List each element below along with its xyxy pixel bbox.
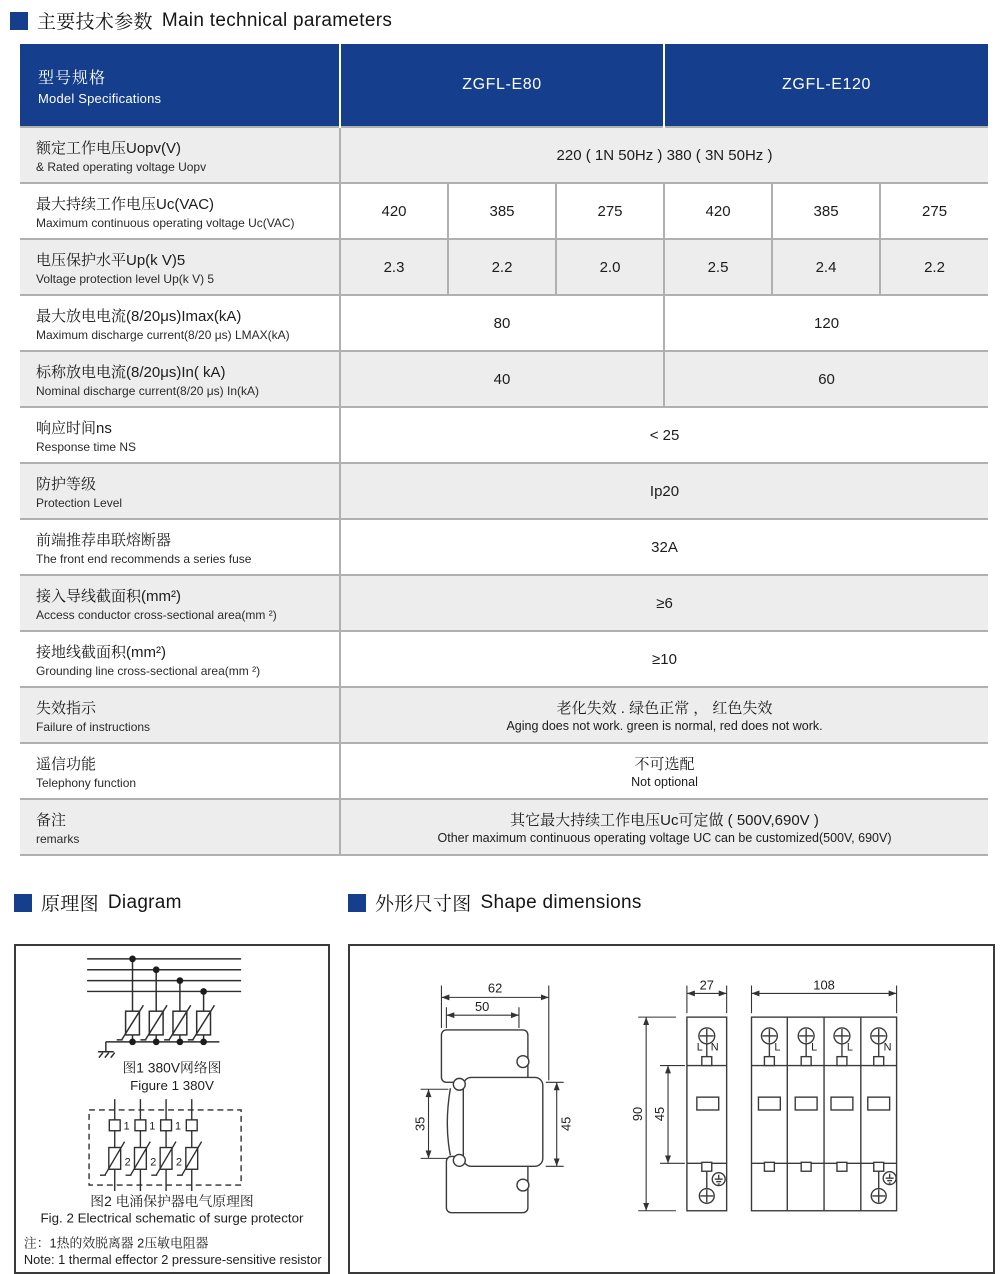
dim-62-label: 62 bbox=[487, 980, 503, 996]
circuit-schematic-drawing bbox=[16, 946, 328, 1272]
row-label-zh: 防护等级 bbox=[36, 475, 97, 493]
model-spec-en: Model Specifications bbox=[38, 90, 162, 106]
dimensions-section-title bbox=[348, 889, 642, 916]
row-value: 385 bbox=[448, 183, 556, 239]
row-value: 2.4 bbox=[772, 239, 880, 295]
row-label-en: remarks bbox=[36, 831, 80, 846]
main-title-en: Main technical parameters bbox=[161, 9, 393, 31]
dims-title-zh: 外形尺寸图 bbox=[375, 894, 472, 915]
row-value: 275 bbox=[556, 183, 664, 239]
table-row bbox=[20, 687, 988, 743]
table-row bbox=[20, 351, 988, 407]
model-spec-header-cell bbox=[20, 44, 340, 127]
screw-icon bbox=[699, 1189, 714, 1204]
varistor-symbol bbox=[140, 1005, 167, 1040]
figure-note-zh: 注：1热的效脱离器 2压敏电阻器 bbox=[23, 1235, 209, 1251]
terminal-label-l: L bbox=[696, 1041, 703, 1054]
row-label-en: Voltage protection level Up(k V) 5 bbox=[36, 271, 215, 286]
row-label bbox=[20, 743, 340, 799]
varistor-symbol bbox=[100, 1142, 125, 1176]
row-label-en: Telephony function bbox=[36, 775, 137, 790]
fig1-caption-zh: 图1 380V网络图 bbox=[122, 1059, 222, 1076]
blue-square-bullet-icon bbox=[10, 12, 28, 30]
row-value bbox=[340, 687, 988, 743]
single-module-dimension-lines bbox=[638, 986, 726, 1211]
row-label-zh: 备注 bbox=[36, 811, 67, 829]
table-row bbox=[20, 127, 988, 183]
side-view-outline bbox=[441, 1030, 542, 1213]
dim-35-label: 35 bbox=[412, 1116, 428, 1131]
table-row bbox=[20, 575, 988, 631]
row-value-zh: 不可选配 bbox=[634, 756, 695, 773]
blue-square-bullet-icon bbox=[14, 894, 32, 912]
four-module-outline bbox=[752, 1017, 897, 1211]
row-value: 2.2 bbox=[880, 239, 988, 295]
row-label bbox=[20, 239, 340, 295]
row-value: 275 bbox=[880, 183, 988, 239]
table-header-row bbox=[20, 44, 988, 127]
diagram-title-en: Diagram bbox=[107, 891, 182, 913]
row-value: 40 bbox=[340, 351, 664, 407]
diagram-section-title bbox=[14, 889, 348, 916]
row-value: 32A bbox=[340, 519, 988, 575]
varistor-symbol bbox=[164, 1005, 191, 1040]
row-label bbox=[20, 519, 340, 575]
table-row bbox=[20, 239, 988, 295]
row-value: 2.2 bbox=[448, 239, 556, 295]
table-row bbox=[20, 407, 988, 463]
row-label-zh: 额定工作电压Uopv(V) bbox=[36, 139, 182, 157]
row-value: 420 bbox=[340, 183, 448, 239]
row-value bbox=[340, 743, 988, 799]
row-value-en: Not optional bbox=[631, 775, 698, 789]
svg-text:1: 1 bbox=[123, 1120, 130, 1133]
row-value-zh: 老化失效 . 绿色正常 ， 红色失效 bbox=[556, 700, 773, 717]
row-label-zh: 前端推荐串联熔断器 bbox=[36, 531, 172, 549]
row-value: 420 bbox=[664, 183, 772, 239]
table-row bbox=[20, 295, 988, 351]
row-value bbox=[340, 799, 988, 855]
column-header-zgfl-e80: ZGFL-E80 bbox=[340, 44, 664, 127]
row-label-zh: 遥信功能 bbox=[36, 755, 97, 773]
main-title-zh: 主要技术参数 bbox=[37, 12, 153, 33]
model-spec-zh: 型号规格 bbox=[38, 69, 107, 87]
terminal-label-l: L bbox=[846, 1041, 853, 1054]
single-module-outline bbox=[687, 1017, 727, 1211]
row-label bbox=[20, 351, 340, 407]
row-value: 385 bbox=[772, 183, 880, 239]
row-label-en: The front end recommends a series fuse bbox=[36, 551, 252, 566]
dim-90-label: 90 bbox=[630, 1106, 646, 1122]
row-label-en: & Rated operating voltage Uopv bbox=[36, 159, 207, 174]
row-value-en: Other maximum continuous operating voltage UC can be customized(500V, 690V) bbox=[437, 831, 892, 845]
column-header-zgfl-e120: ZGFL-E120 bbox=[664, 44, 988, 127]
shape-dimensions-box bbox=[348, 944, 995, 1274]
row-value: 2.5 bbox=[664, 239, 772, 295]
row-label-zh: 响应时间ns bbox=[36, 419, 112, 437]
svg-text:1: 1 bbox=[149, 1120, 156, 1133]
row-value: 2.3 bbox=[340, 239, 448, 295]
fig2-surge-protector-schematic bbox=[89, 1099, 241, 1191]
row-label bbox=[20, 407, 340, 463]
blue-square-bullet-icon bbox=[348, 894, 366, 912]
terminal-label-l: L bbox=[811, 1041, 818, 1054]
spec-table bbox=[20, 44, 988, 856]
sub-section-titles bbox=[14, 889, 1000, 916]
table-row bbox=[20, 463, 988, 519]
screw-icon bbox=[871, 1189, 886, 1204]
row-value: ≥6 bbox=[340, 575, 988, 631]
row-value: 60 bbox=[664, 351, 988, 407]
ground-symbol-icon bbox=[98, 1042, 115, 1058]
table-row bbox=[20, 799, 988, 855]
row-value: 2.0 bbox=[556, 239, 664, 295]
dim-45-side-label: 45 bbox=[558, 1116, 574, 1131]
row-value: 120 bbox=[664, 295, 988, 351]
table-row bbox=[20, 631, 988, 687]
row-label bbox=[20, 127, 340, 183]
table-row bbox=[20, 183, 988, 239]
row-label bbox=[20, 687, 340, 743]
fig1-caption-en: Figure 1 380V bbox=[130, 1078, 214, 1094]
fig2-caption-zh: 图2 电涌保护器电气原理图 bbox=[90, 1192, 254, 1209]
terminal-label-l: L bbox=[774, 1041, 781, 1054]
row-label-zh: 接入导线截面积(mm²) bbox=[36, 587, 181, 605]
dim-108-label: 108 bbox=[813, 977, 835, 993]
dim-27-label: 27 bbox=[699, 977, 714, 993]
diagram-figure-box bbox=[14, 944, 330, 1274]
fig1-junction-dots bbox=[129, 955, 207, 1045]
svg-text:2: 2 bbox=[150, 1156, 157, 1169]
varistor-symbol bbox=[117, 1005, 144, 1040]
row-value: < 25 bbox=[340, 407, 988, 463]
row-value-en: Aging does not work. green is normal, red does not work. bbox=[506, 719, 823, 733]
row-label-en: Response time NS bbox=[36, 439, 137, 454]
row-label bbox=[20, 799, 340, 855]
row-label-zh: 失效指示 bbox=[36, 699, 97, 717]
row-label-zh: 最大持续工作电压Uc(VAC) bbox=[36, 195, 215, 213]
fig1-network-diagram bbox=[87, 959, 241, 1058]
row-label-zh: 电压保护水平Up(k V)5 bbox=[36, 251, 186, 269]
row-label-zh: 接地线截面积(mm²) bbox=[36, 643, 166, 661]
row-label-en: Access conductor cross-sectional area(mm ²) bbox=[36, 607, 277, 622]
table-row bbox=[20, 743, 988, 799]
figures-row bbox=[14, 944, 1000, 1274]
row-label bbox=[20, 463, 340, 519]
row-value: 220 ( 1N 50Hz ) 380 ( 3N 50Hz ) bbox=[340, 127, 988, 183]
row-value: ≥10 bbox=[340, 631, 988, 687]
dims-title-en: Shape dimensions bbox=[480, 891, 642, 913]
row-label-en: Grounding line cross-sectional area(mm ²) bbox=[36, 663, 261, 678]
fig2-part-number-labels bbox=[124, 1121, 182, 1169]
row-label bbox=[20, 631, 340, 687]
table-row bbox=[20, 519, 988, 575]
svg-text:2: 2 bbox=[175, 1156, 182, 1169]
svg-text:1: 1 bbox=[174, 1120, 182, 1133]
fig2-caption-en: Fig. 2 Electrical schematic of surge protector bbox=[40, 1210, 304, 1226]
row-label-en: Maximum discharge current(8/20 μs) LMAX(kA) bbox=[36, 327, 290, 342]
svg-text:2: 2 bbox=[124, 1156, 131, 1169]
terminal-label-n: N bbox=[710, 1041, 719, 1054]
row-value: Ip20 bbox=[340, 463, 988, 519]
dim-50-label: 50 bbox=[474, 999, 490, 1015]
row-label-en: Failure of instructions bbox=[36, 719, 151, 734]
row-value: 80 bbox=[340, 295, 664, 351]
row-label bbox=[20, 575, 340, 631]
figure-note-en: Note: 1 thermal effector 2 pressure-sensitive resistor bbox=[23, 1252, 322, 1268]
earth-terminal-icon bbox=[712, 1173, 725, 1186]
row-value-zh: 其它最大持续工作电压Uc可定做 ( 500V,690V ) bbox=[510, 812, 819, 829]
shape-dimensions-drawing bbox=[350, 946, 993, 1272]
row-label-en: Nominal discharge current(8/20 μs) In(kA) bbox=[36, 383, 259, 398]
varistor-symbol bbox=[188, 1005, 215, 1040]
row-label bbox=[20, 295, 340, 351]
diagram-title-zh: 原理图 bbox=[41, 894, 99, 915]
row-label-en: Protection Level bbox=[36, 495, 123, 510]
terminal-label-n: N bbox=[883, 1041, 892, 1054]
row-label-zh: 标称放电电流(8/20μs)In( kA) bbox=[36, 363, 226, 381]
dim-45-front-label: 45 bbox=[652, 1106, 668, 1122]
row-label-en: Maximum continuous operating voltage Uc(VAC) bbox=[36, 215, 295, 230]
row-label-zh: 最大放电电流(8/20μs)Imax(kA) bbox=[36, 307, 242, 325]
earth-terminal-icon bbox=[883, 1172, 896, 1185]
row-label bbox=[20, 183, 340, 239]
main-section-title bbox=[10, 7, 1000, 34]
